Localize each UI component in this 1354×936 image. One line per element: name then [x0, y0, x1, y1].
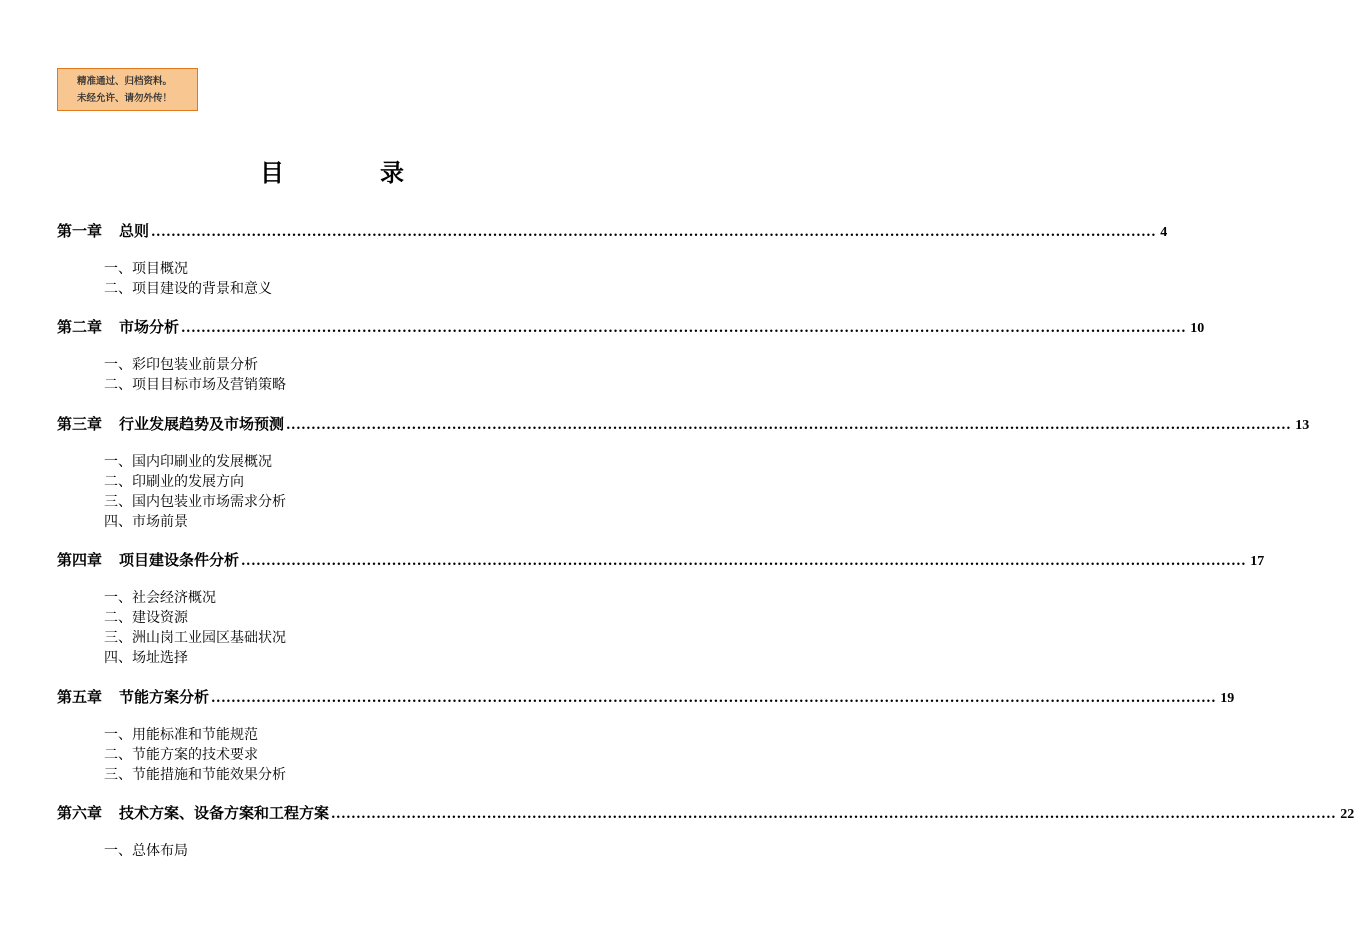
chapter-number: 第三章 — [57, 415, 103, 433]
toc-item[interactable]: 二、印刷业的发展方向 — [104, 474, 244, 490]
toc-item[interactable]: 三、国内包装业市场需求分析 — [104, 494, 286, 510]
chapter-name: 节能方案分析 — [119, 688, 210, 706]
leader-dots: ........................................................................................................................................................................................................ — [241, 554, 1247, 569]
toc-item[interactable]: 一、彩印包装业前景分析 — [104, 357, 258, 373]
toc-chapter-2[interactable] — [57, 316, 1205, 336]
toc-chapter-1[interactable] — [57, 220, 1168, 240]
chapter-name: 总则 — [119, 222, 150, 240]
notice-stamp — [57, 68, 198, 111]
leader-dots: ........................................................................................................................................................................................................ — [181, 321, 1187, 336]
chapter-page: 22 — [1340, 807, 1354, 822]
stamp-line-1: 精准通过、归档资料。 — [77, 76, 173, 87]
chapter-page: 17 — [1250, 554, 1265, 569]
chapter-page: 19 — [1220, 691, 1235, 706]
chapter-number: 第一章 — [57, 222, 103, 240]
chapter-page: 13 — [1295, 418, 1310, 433]
chapter-number: 第二章 — [57, 318, 103, 336]
stamp-line-2: 未经允许、请勿外传！ — [77, 93, 173, 104]
toc-item[interactable]: 三、洲山岗工业园区基础状况 — [104, 630, 286, 646]
toc-item[interactable]: 四、市场前景 — [104, 514, 188, 530]
toc-item[interactable]: 二、项目目标市场及营销策略 — [104, 377, 286, 393]
chapter-name: 项目建设条件分析 — [119, 551, 240, 569]
chapter-number: 第四章 — [57, 551, 103, 569]
leader-dots: ........................................................................................................................................................................................................ — [331, 807, 1337, 822]
chapter-page: 10 — [1190, 321, 1205, 336]
toc-chapter-6[interactable] — [57, 802, 1354, 822]
leader-dots: ........................................................................................................................................................................................................ — [211, 691, 1217, 706]
toc-item[interactable]: 一、项目概况 — [104, 261, 188, 277]
toc-chapter-4[interactable] — [57, 549, 1265, 569]
title-char-1: 目 — [260, 159, 284, 187]
toc-item[interactable]: 一、总体布局 — [104, 843, 188, 859]
toc-item[interactable]: 一、用能标准和节能规范 — [104, 727, 258, 743]
toc-chapter-3[interactable] — [57, 413, 1310, 433]
chapter-page: 4 — [1160, 225, 1168, 240]
toc-item[interactable]: 二、节能方案的技术要求 — [104, 747, 258, 763]
chapter-number: 第六章 — [57, 804, 103, 822]
leader-dots: ........................................................................................................................................................................................................ — [286, 418, 1292, 433]
toc-item[interactable]: 三、节能措施和节能效果分析 — [104, 767, 286, 783]
leader-dots: ........................................................................................................................................................................................................ — [151, 225, 1157, 240]
toc-item[interactable]: 一、国内印刷业的发展概况 — [104, 454, 272, 470]
title-char-2: 录 — [380, 159, 404, 187]
toc-item[interactable]: 二、项目建设的背景和意义 — [104, 281, 272, 297]
chapter-name: 市场分析 — [119, 318, 180, 336]
toc-chapter-5[interactable] — [57, 686, 1235, 706]
toc-item[interactable]: 四、场址选择 — [104, 650, 188, 666]
chapter-name: 行业发展趋势及市场预测 — [119, 415, 285, 433]
toc-item[interactable]: 一、社会经济概况 — [104, 590, 216, 606]
chapter-number: 第五章 — [57, 688, 103, 706]
chapter-name: 技术方案、设备方案和工程方案 — [119, 804, 330, 822]
toc-item[interactable]: 二、建设资源 — [104, 610, 188, 626]
